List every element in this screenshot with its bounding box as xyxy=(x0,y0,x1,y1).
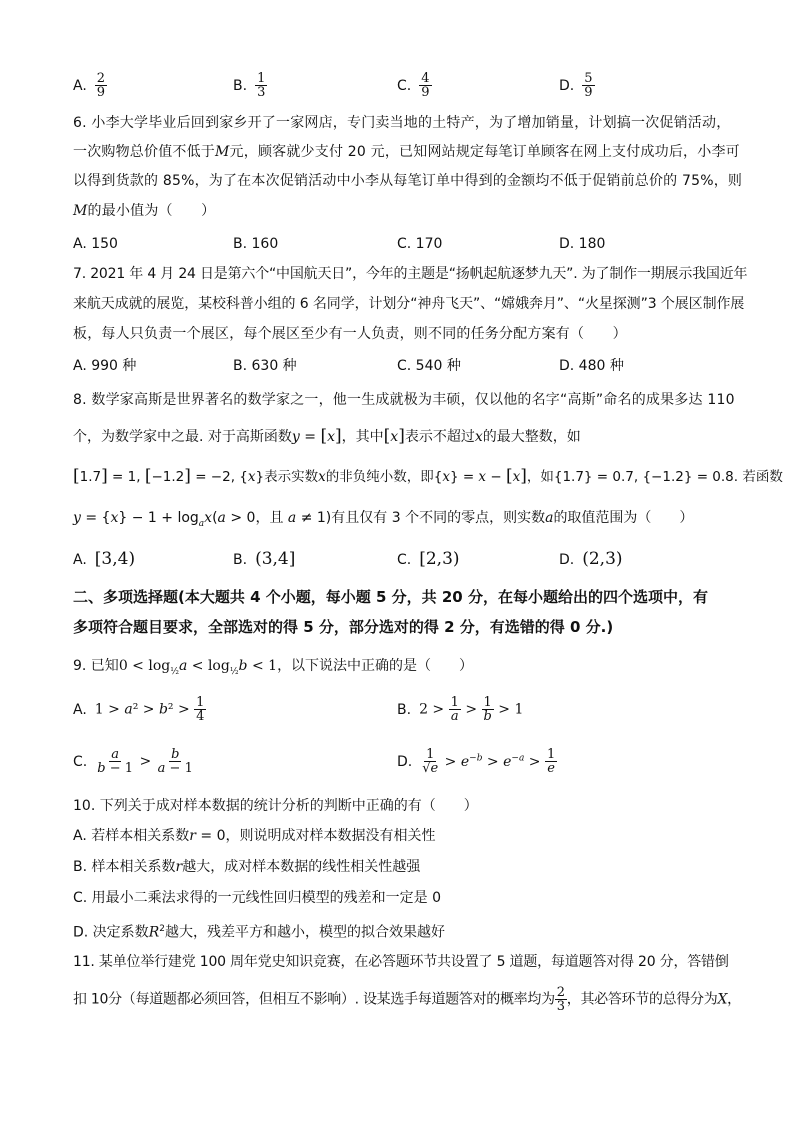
q5-option-c: C. $\frac{4}{9}$ xyxy=(397,71,430,100)
fraction: $\frac{1}{3}$ xyxy=(257,71,266,100)
q6-line-2: 一次购物总价值不低于M元，顾客就少支付 20 元，已知网站规定每笔订单顾客在网上支付成功后，小李可 xyxy=(73,144,740,160)
q6-option-a: A. 150 xyxy=(73,236,118,252)
q10-stem: 10. 下列关于成对样本数据的统计分析的判断中正确的有（ ） xyxy=(73,798,478,814)
q10-option-d: D. 决定系数$R^2$越大，残差平方和越小，模型的拟合效果越好 xyxy=(73,924,445,941)
q8-line-4: $y = \{x\} - 1 + \log_ax(a > 0$，且 a ≠ 1)有且仅有 3 个不同的零点，则实数a的取值范围为（ ） xyxy=(73,510,694,529)
q7-line-2: 来航天成就的展览，某校科普小组的 6 名同学，计划分“神舟飞天”、“嫦娥奔月”、“火星探测”3 个展区制作展 xyxy=(73,296,745,312)
fraction: $\frac{4}{9}$ xyxy=(421,71,430,100)
q6-option-b: B. 160 xyxy=(233,236,279,252)
q9-option-c: C. $\frac{a}{b - 1}$ > $\frac{b}{a - 1}$ xyxy=(73,747,193,776)
q10-option-c: C. 用最小二乘法求得的一元线性回归模型的残差和一定是 0 xyxy=(73,890,442,906)
fraction: $\frac{2}{9}$ xyxy=(96,71,106,100)
q5-option-b: B. $\frac{1}{3}$ xyxy=(233,71,266,100)
q5-option-a: A. $\frac{2}{9}$ xyxy=(73,71,106,100)
q7-option-b: B. 630 种 xyxy=(233,358,297,374)
q8-option-c: C. [2,3) xyxy=(397,549,460,569)
section-heading-line-1: 二、多项选择题(本大题共 4 个小题，每小题 5 分，共 20 分，在每小题给出的四个选项中，有 xyxy=(73,588,708,606)
q9-stem: 9. 已知$0 < \log_{\frac{1}{2}}a < \log_{\frac{1}{2}}b < 1$，以下说法中正确的是（ ） xyxy=(73,658,474,677)
q6-option-c: C. 170 xyxy=(397,236,443,252)
section-heading-line-2: 多项符合题目要求，全部选对的得 5 分，部分选对的得 2 分，有选错的得 0 分.) xyxy=(73,618,614,636)
q6-option-d: D. 180 xyxy=(559,236,606,252)
q8-line-3: [1.7] = 1, [−1.2] = −2, {x}表示实数x的非负纯小数，即{x} = x − [x]，如{1.7} = 0.7, {−1.2} = 0.8. 若函数 xyxy=(73,466,783,486)
q9-option-b: B. 2 > $\frac{1}{a}$ > $\frac{1}{b}$ > 1 xyxy=(397,695,524,724)
q10-option-b: B. 样本相关系数r越大，成对样本数据的线性相关性越强 xyxy=(73,859,421,875)
q8-option-a: A. [3,4) xyxy=(73,549,136,569)
q9-option-a: A. 1 > a² > b² > $\frac{1}{4}$ xyxy=(73,695,205,724)
q7-line-3: 板，每人只负责一个展区，每个展区至少有一人负责，则不同的任务分配方案有（ ） xyxy=(73,326,627,342)
q7-option-d: D. 480 种 xyxy=(559,358,624,374)
q6-line-1: 6. 小李大学毕业后回到家乡开了一家网店，专门卖当地的土特产，为了增加销量，计划搞一次促销活动， xyxy=(73,115,731,131)
q11-line-1: 11. 某单位举行建党 100 周年党史知识竞赛，在必答题环节共设置了 5 道题，每道题答对得 20 分，答错倒 xyxy=(73,954,729,970)
q8-option-b: B. (3,4] xyxy=(233,549,296,569)
q7-option-a: A. 990 种 xyxy=(73,358,137,374)
q7-option-c: C. 540 种 xyxy=(397,358,461,374)
q8-line-1: 8. 数学家高斯是世界著名的数学家之一，他一生成就极为丰硕，仅以他的名字“高斯”命名的成果多达 110 xyxy=(73,392,735,408)
q8-option-d: D. (2,3) xyxy=(559,549,623,569)
q9-option-d: D. $\frac{1}{√e}$ > $e^{-b} > e^{-a}$ > $\frac{1}{e}$ xyxy=(397,747,556,777)
q7-line-1: 7. 2021 年 4 月 24 日是第六个“中国航天日”，今年的主题是“扬帆起航逐梦九天”. 为了制作一期展示我国近年 xyxy=(73,266,748,282)
fraction: $\frac{5}{9}$ xyxy=(584,71,593,100)
q6-line-4: M的最小值为（ ） xyxy=(73,203,216,219)
q11-line-2: 扣 10分（每道题都必须回答，但相互不影响）. 设某选手每道题答对的概率均为 $\frac{2}{3}$ ，其必答环节的总得分为X， xyxy=(73,985,741,1014)
q6-line-3: 以得到货款的 85%，为了在本次促销活动中小李从每笔订单中得到的金额均不低于促销前总价的 75%，则 xyxy=(73,173,743,189)
q8-line-2: 个，为数学家中之最. 对于高斯函数y = [x]，其中[x]表示不超过x的最大整数，如 xyxy=(73,426,581,446)
q5-option-d: D. $\frac{5}{9}$ xyxy=(559,71,593,100)
q10-option-a: A. 若样本相关系数r = 0，则说明成对样本数据没有相关性 xyxy=(73,828,436,844)
